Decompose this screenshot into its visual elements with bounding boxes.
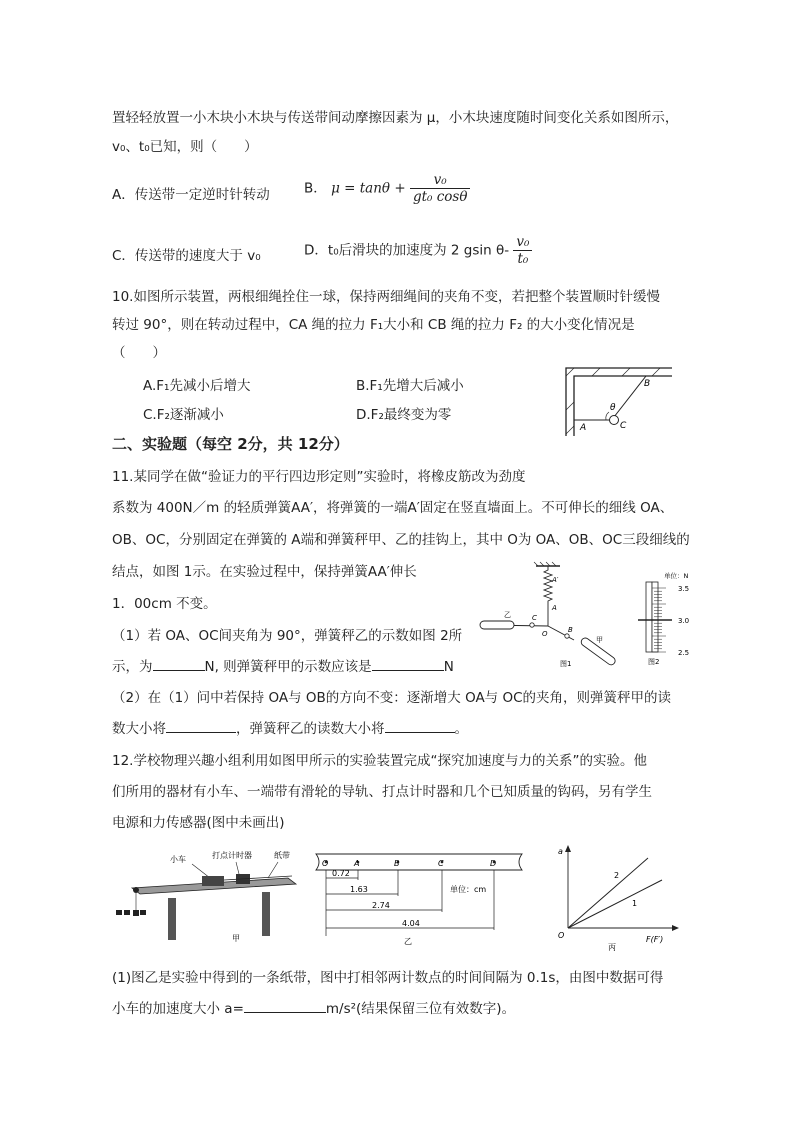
q12-jia-label-car: 小车 (170, 855, 186, 864)
q11-line3: OB、OC，分别固定在弹簧的 A端和弹簧秤甲、乙的挂钩上，其中 O为 OA、OB、OC三段细线的 (112, 532, 690, 548)
q11-fig1-label-a: A (552, 604, 557, 612)
q12-figure-yi (310, 848, 528, 948)
q11-blank-jia-reading[interactable] (372, 656, 444, 671)
q11-part2-text-c: 。 (454, 721, 468, 737)
q11-line1: 11.某同学在做“验证力的平行四边形定则”实验时，将橡皮筋改为劲度 (112, 469, 526, 485)
q10-option-b: B.F₁先增大后减小 (356, 378, 464, 394)
q10-ball (610, 416, 619, 425)
q12-jia-label-timer: 打点计时器 (212, 851, 252, 860)
q10-label-theta: θ (610, 403, 616, 413)
q9-intro-line1: 置轻轻放置一小木块小木块与传送带间动摩擦因素为 μ，小木块速度随时间变化关系如图所示， (112, 110, 679, 126)
q12-yi-label-a: A (354, 859, 360, 868)
q12-hook-weight (133, 910, 139, 916)
q12-bing-line-label-2: 2 (614, 871, 620, 880)
q12-part1-text-b: m/s²(结果保留三位有效数字)。 (325, 1001, 516, 1017)
q11-part2-line2 (112, 717, 468, 737)
q9-option-d-num: v₀ (513, 234, 532, 251)
q12-line3: 电源和力传感器(图中未画出) (112, 815, 285, 831)
q12-yi-distance-oa: 0.72 (332, 869, 350, 878)
q10-rope-cb (614, 376, 646, 417)
q10-label-a: A (580, 423, 587, 433)
q12-bing-line-label-1: 1 (632, 899, 638, 908)
q12-figure-jia (112, 844, 302, 944)
q9-option-b-fraction (410, 172, 471, 205)
q11-balance-yi (480, 621, 514, 629)
q11-part2-text-b: ，弹簧秤乙的读数大小将 (236, 721, 385, 737)
q12-car (202, 876, 224, 886)
q11-fig2-caption: 图2 (648, 658, 660, 666)
q10-option-a: A.F₁先减小后增大 (143, 378, 251, 394)
q11-fig1-caption: 图1 (560, 660, 572, 668)
q11-line5: 1．00cm 不变。 (112, 596, 217, 612)
q12-yi-distance-oc: 2.74 (372, 901, 390, 910)
q11-figure2 (632, 568, 704, 666)
q10-option-d: D.F₂最终变为零 (356, 407, 452, 423)
q11-fig1-label-b: B (568, 626, 573, 634)
q12-part1-text-a: 小车的加速度大小 a= (112, 1001, 244, 1017)
q11-fig2-unit: 单位：N (664, 572, 689, 580)
q9-option-d-den: t₀ (517, 251, 529, 267)
q9-option-d (304, 234, 532, 267)
q12-blank-acceleration[interactable] (244, 998, 326, 1013)
q9-option-b (304, 172, 470, 205)
q10-line3: （ ） (112, 345, 166, 361)
q12-bing-label-f: F(F′) (646, 935, 664, 944)
q12-yi-label-o: O (322, 859, 329, 868)
q10-label-b: B (644, 379, 651, 389)
q12-part1-line2 (112, 997, 515, 1017)
q12-bing-label-a: a (558, 847, 563, 856)
q12-part1-line1: (1)图乙是实验中得到的一条纸带，图中打相邻两计数点的时间间隔为 0.1s，由图中数据可得 (112, 970, 664, 986)
q10-line1: 10.如图所示装置，两根细绳拴住一球，保持两细绳间的夹角不变，若把整个装置顺时针缓慢 (112, 289, 660, 305)
q11-figure1 (474, 560, 626, 670)
q9-option-b-num: v₀ (410, 172, 471, 189)
q9-option-b-den: gt₀ cosθ (412, 189, 468, 205)
q11-part1-text-c: N (443, 659, 454, 675)
q11-fig1-label-o: O (542, 630, 548, 638)
q9-option-c: C．传送带的速度大于 v₀ (112, 248, 261, 264)
q10-line2: 转过 90°，则在转动过程中，CA 绳的拉力 F₁大小和 CB 绳的拉力 F₂ 的大小变化情况是 (112, 317, 635, 333)
q11-fig1-label-a-prime: A′ (552, 576, 559, 584)
q11-fig1-label-c: C (532, 614, 537, 622)
q12-bing-label-o: O (558, 931, 565, 940)
q11-fig1-label-jia: 甲 (596, 636, 603, 644)
q12-jia-caption: 甲 (232, 934, 240, 943)
q11-fig2-scale-body (646, 582, 652, 652)
q11-fig2-tick-2-5: 2.5 (678, 649, 690, 657)
q12-yi-distance-od: 4.04 (402, 919, 420, 928)
q9-option-b-lhs: μ = tanθ + (331, 180, 406, 197)
q9-option-b-prefix: B． (304, 180, 327, 197)
q11-part1-line2 (112, 655, 454, 675)
q10-figure (560, 362, 680, 438)
q11-spring (544, 566, 552, 610)
q9-option-d-fraction (513, 234, 532, 267)
q11-blank-jia-trend[interactable] (166, 718, 236, 733)
q11-line2: 系数为 400N／m 的轻质弹簧AA′，将弹簧的一端A′固定在竖直墙面上。不可伸长的细线 OA、 (112, 500, 674, 516)
q12-line2: 们所用的器材有小车、一端带有滑轮的导轨、打点计时器和几个已知质量的钩码，另有学生 (112, 784, 652, 800)
section-title: 二、实验题（每空 2分，共 12分） (112, 435, 349, 453)
q12-yi-label-b: B (394, 859, 400, 868)
q12-yi-caption: 乙 (404, 937, 412, 946)
q11-part1-text-b: N, 则弹簧秤甲的示数应该是 (204, 659, 372, 675)
q12-yi-label-d: D (490, 859, 497, 868)
q10-label-c: C (620, 421, 627, 431)
q12-jia-label-tape: 纸带 (274, 851, 290, 860)
q12-yi-unit: 单位：cm (450, 885, 487, 894)
q11-part2-line1: （2）在（1）问中若保持 OA与 OB的方向不变：逐渐增大 OA与 OC的夹角，则弹簧秤甲的读 (112, 690, 672, 706)
q9-intro-line2: v₀、t₀已知，则（ ） (112, 139, 258, 155)
q12-yi-label-c: C (438, 859, 444, 868)
q11-part1-line1: （1）若 OA、OC间夹角为 90°，弹簧秤乙的示数如图 2所 (112, 628, 463, 644)
q11-fig1-label-yi: 乙 (504, 611, 511, 619)
q12-yi-distance-ob: 1.63 (350, 885, 368, 894)
q11-fig2-tick-3-5: 3.5 (678, 585, 690, 593)
q10-option-c: C.F₂逐渐减小 (143, 407, 224, 423)
q12-line1: 12.学校物理兴趣小组利用如图甲所示的实验装置完成“探究加速度与力的关系”的实验。他 (112, 753, 647, 769)
q11-blank-yi-reading[interactable] (153, 656, 205, 671)
q9-option-d-prefix: D．t₀后滑块的加速度为 2 gsin θ- (304, 242, 510, 259)
q12-figure-bing (552, 842, 682, 952)
q11-part2-text-a: 数大小将 (112, 721, 166, 737)
q11-blank-yi-trend[interactable] (385, 718, 455, 733)
q11-line4: 结点，如图 1示。在实验过程中，保持弹簧AA′伸长 (112, 564, 417, 580)
q9-option-a: A．传送带一定逆时针转动 (112, 187, 270, 203)
q11-fig2-tick-3-0: 3.0 (678, 617, 690, 625)
q12-bing-caption: 丙 (608, 943, 616, 952)
q11-part1-text-a: 示，为 (112, 659, 153, 675)
